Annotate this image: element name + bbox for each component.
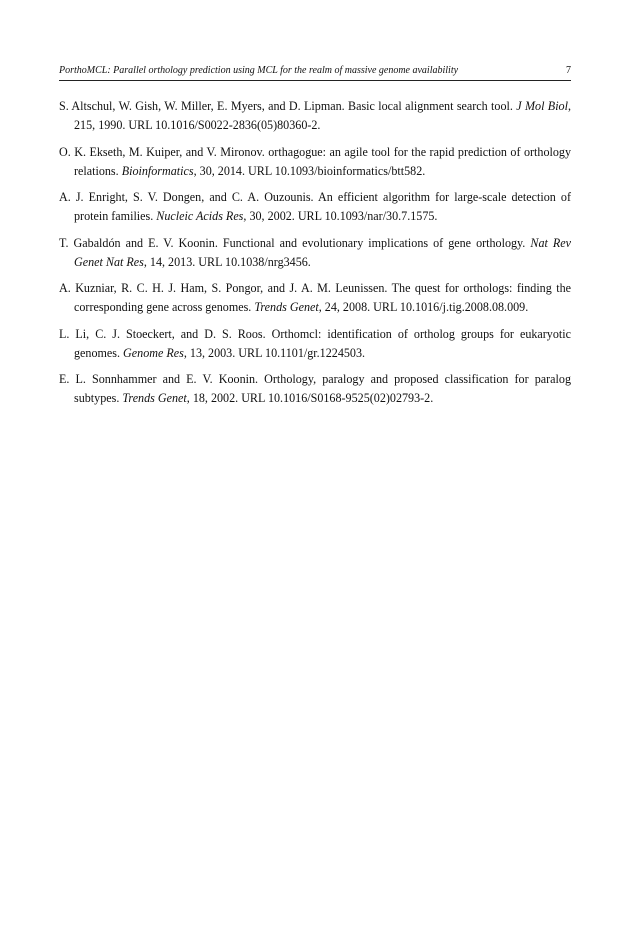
reference-item bbox=[59, 234, 571, 272]
reference-authors-title: E. L. Sonnhammer and E. V. Koonin. Orthology, paralogy and proposed classification for paralog subtypes. bbox=[59, 372, 571, 405]
running-header bbox=[59, 64, 571, 81]
reference-details: , 215, 1990. URL 10.1016/S0022-2836(05)80360-2. bbox=[74, 99, 571, 132]
reference-journal: Bioinformatics bbox=[121, 163, 194, 178]
reference-details: , 30, 2014. URL 10.1093/bioinformatics/btt582. bbox=[193, 163, 426, 178]
reference-journal: J Mol Biol bbox=[516, 99, 568, 113]
reference-item bbox=[59, 325, 571, 363]
reference-authors-title: S. Altschul, W. Gish, W. Miller, E. Myers, and D. Lipman. Basic local alignment search tool. bbox=[59, 99, 517, 113]
reference-authors-title: A. Kuzniar, R. C. H. J. Ham, S. Pongor, and J. A. M. Leunissen. The quest for orthologs: finding the corresponding gene across genomes. bbox=[59, 281, 571, 314]
reference-authors-title: A. J. Enright, S. V. Dongen, and C. A. Ouzounis. An efficient algorithm for large-scale detection of protein families. bbox=[59, 190, 571, 223]
reference-journal: Trends Genet bbox=[122, 391, 187, 405]
reference-journal: Nat Rev Genet Nat Res bbox=[74, 235, 572, 269]
reference-item bbox=[59, 188, 571, 226]
reference-item bbox=[59, 370, 571, 408]
reference-details: , 30, 2002. URL 10.1093/nar/30.7.1575. bbox=[243, 209, 438, 223]
reference-item bbox=[59, 143, 571, 181]
reference-authors-title: O. K. Ekseth, M. Kuiper, and V. Mironov. orthagogue: an agile tool for the rapid prediction of orthology relations. bbox=[59, 144, 571, 178]
reference-journal: Nucleic Acids Res bbox=[156, 209, 244, 223]
reference-list bbox=[59, 97, 571, 416]
running-title: PorthoMCL: Parallel orthology prediction using MCL for the realm of massive genome availability bbox=[59, 65, 459, 76]
reference-journal: Trends Genet bbox=[254, 300, 319, 314]
reference-authors-title: T. Gabaldón and E. V. Koonin. Functional and evolutionary implications of gene orthology. bbox=[59, 235, 531, 250]
reference-details: , 24, 2008. URL 10.1016/j.tig.2008.08.009. bbox=[318, 300, 529, 314]
page-number: 7 bbox=[566, 65, 571, 76]
reference-journal: Genome Res bbox=[123, 345, 184, 360]
reference-details: , 18, 2002. URL 10.1016/S0168-9525(02)02793-2. bbox=[186, 391, 434, 405]
reference-item bbox=[59, 279, 571, 317]
reference-details: , 14, 2013. URL 10.1038/nrg3456. bbox=[143, 254, 311, 269]
reference-details: , 13, 2003. URL 10.1101/gr.1224503. bbox=[183, 345, 366, 360]
reference-item bbox=[59, 97, 571, 135]
reference-authors-title: L. Li, C. J. Stoeckert, and D. S. Roos. Orthomcl: identification of ortholog groups for eukaryotic genomes. bbox=[59, 326, 571, 360]
